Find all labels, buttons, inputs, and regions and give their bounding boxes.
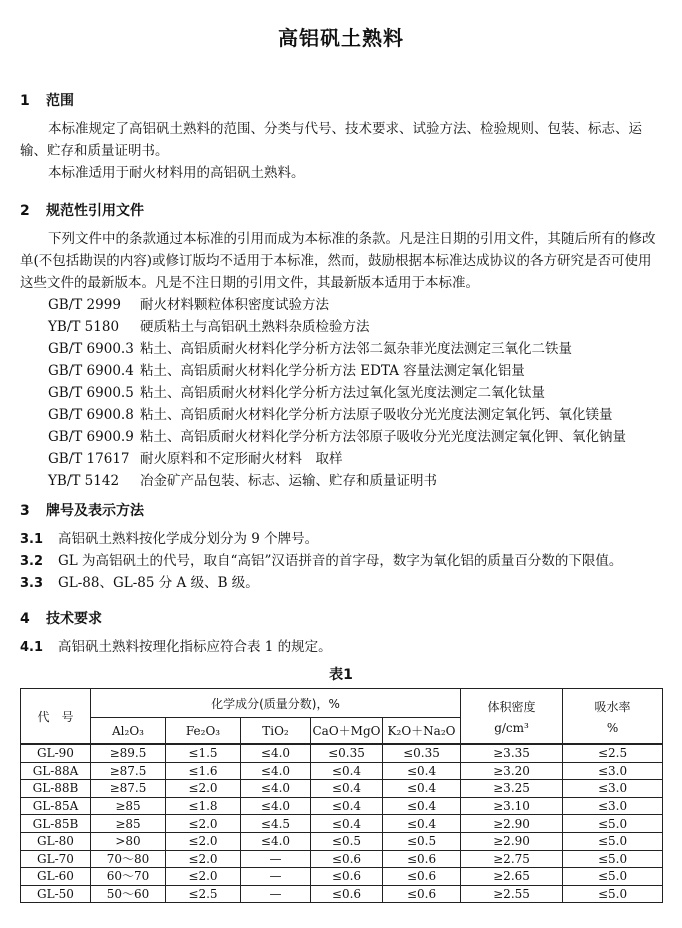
header-cao-mgo: CaO＋MgO	[311, 718, 383, 745]
table-cell: ≤0.6	[383, 868, 461, 886]
reference-item	[48, 294, 662, 316]
grade-code-cell: GL-85A	[21, 797, 91, 815]
reference-code: YB/T 5180	[48, 319, 120, 335]
reference-item	[48, 470, 662, 492]
table-cell: ≤2.5	[166, 885, 241, 903]
table-cell: —	[241, 850, 311, 868]
table-cell: ≤1.8	[166, 797, 241, 815]
table-cell: ≥87.5	[91, 762, 166, 780]
section-heading-scope	[20, 90, 74, 110]
table-cell: >80	[91, 832, 166, 850]
table-cell: ≤0.6	[311, 885, 383, 903]
table-cell: ≤3.0	[563, 780, 663, 798]
table-cell: 70～80	[91, 850, 166, 868]
table-header-row	[21, 689, 663, 718]
clause-text: 高铝矾土熟料按理化指标应符合表 1 的规定。	[58, 639, 332, 655]
section-title: 规范性引用文件	[46, 203, 144, 219]
reference-item	[48, 360, 662, 382]
table-cell: ≤5.0	[563, 885, 663, 903]
reference-item	[48, 382, 662, 404]
section-number: 4	[20, 611, 30, 627]
reference-title: 粘土、高铝质耐火材料化学分析方法 EDTA 容量法测定氧化铝量	[140, 363, 525, 379]
grade-code-cell: GL-60	[21, 868, 91, 886]
reference-code: GB/T 6900.3	[48, 341, 134, 357]
table-row	[21, 780, 663, 798]
reference-title: 粘土、高铝质耐火材料化学分析方法邻二氮杂菲光度法测定三氧化二铁量	[140, 341, 572, 357]
table-cell: ≤5.0	[563, 832, 663, 850]
table-cell: ≤1.6	[166, 762, 241, 780]
clause-text: GL 为高铝矾土的代号，取自“高铝”汉语拼音的首字母，数字为氧化铝的质量百分数的下限值。	[58, 553, 623, 569]
table-cell: ≥85	[91, 815, 166, 833]
clause-text: 高铝矾土熟料按化学成分划分为 9 个牌号。	[58, 531, 319, 547]
table-cell: ≤0.6	[383, 885, 461, 903]
table-cell: ≤0.6	[311, 868, 383, 886]
table-cell: ≥2.75	[461, 850, 563, 868]
normative-paragraph: 下列文件中的条款通过本标准的引用而成为本标准的条款。凡是注日期的引用文件，其随后所有的修改单(不包括勘误的内容)或修订版均不适用于本标准，然而，鼓励根据本标准达成协议的各方研究是否可使用这些文件的最新版本。凡是不注日期的引用文件，其最新版本适用于本标准。	[20, 231, 656, 291]
header-bulk-density-unit: g/cm³	[494, 720, 529, 735]
reference-item	[48, 448, 662, 470]
table-cell: ≤0.4	[311, 815, 383, 833]
table-cell: ≤0.35	[311, 744, 383, 762]
table-cell: ≤2.0	[166, 832, 241, 850]
header-water-absorption-label: 吸水率	[594, 699, 631, 714]
clause-4-1	[20, 636, 662, 659]
table-cell: ≤2.5	[563, 744, 663, 762]
section-title: 牌号及表示方法	[46, 503, 144, 519]
reference-item	[48, 316, 662, 338]
table-cell: ≤4.0	[241, 762, 311, 780]
table-cell: ≤0.6	[383, 850, 461, 868]
table-row	[21, 832, 663, 850]
table-cell: ≤4.0	[241, 797, 311, 815]
header-tio2: TiO₂	[241, 718, 311, 745]
grade-code-cell: GL-88A	[21, 762, 91, 780]
clause-text: GL-88、GL-85 分 A 级、B 级。	[58, 575, 259, 591]
grade-code-cell: GL-80	[21, 832, 91, 850]
table-cell: ≤0.4	[383, 780, 461, 798]
table-cell: ≤0.6	[311, 850, 383, 868]
clause-3-2	[20, 550, 662, 573]
reference-code: GB/T 6900.8	[48, 407, 134, 423]
clause-3-1	[20, 528, 662, 551]
section-number: 1	[20, 93, 30, 109]
table-cell: 60～70	[91, 868, 166, 886]
header-bulk-density-label: 体积密度	[487, 699, 536, 714]
table-cell: —	[241, 885, 311, 903]
grade-code-cell: GL-70	[21, 850, 91, 868]
table-cell: ≤1.5	[166, 744, 241, 762]
table-cell: ≤0.4	[311, 762, 383, 780]
table-cell: ≥89.5	[91, 744, 166, 762]
reference-title: 粘土、高铝质耐火材料化学分析方法邻原子吸收分光光度法测定氧化钾、氧化钠量	[140, 429, 626, 445]
grade-code-cell: GL-90	[21, 744, 91, 762]
table-cell: ≤0.4	[311, 780, 383, 798]
table-cell: ≤5.0	[563, 868, 663, 886]
table-row	[21, 815, 663, 833]
table-cell: ≤0.35	[383, 744, 461, 762]
table-cell: ≤2.0	[166, 780, 241, 798]
header-k2o-na2o: K₂O＋Na₂O	[383, 718, 461, 745]
clause-number: 3.2	[20, 554, 44, 569]
header-code: 代 号	[21, 689, 91, 745]
reference-list	[48, 294, 662, 492]
table-cell: ≥85	[91, 797, 166, 815]
header-chemical-composition: 化学成分(质量分数)，%	[91, 689, 461, 718]
reference-title: 冶金矿产品包装、标志、运输、贮存和质量证明书	[140, 473, 437, 489]
table-cell: ≤0.4	[311, 797, 383, 815]
clause-number: 4.1	[20, 640, 44, 655]
properties-table	[20, 688, 663, 903]
table-cell: ≥2.90	[461, 815, 563, 833]
header-fe2o3: Fe₂O₃	[166, 718, 241, 745]
table-cell: ≤4.0	[241, 744, 311, 762]
clause-3-3	[20, 572, 662, 595]
reference-code: GB/T 6900.5	[48, 385, 134, 401]
grade-code-cell: GL-88B	[21, 780, 91, 798]
clause-number: 3.3	[20, 576, 44, 591]
scope-text	[20, 118, 662, 184]
section-heading-tech	[20, 608, 102, 628]
reference-code: GB/T 17617	[48, 451, 130, 467]
table-cell: ≥2.55	[461, 885, 563, 903]
table-caption: 表1	[329, 667, 353, 683]
reference-item	[48, 404, 662, 426]
header-water-absorption-unit: %	[606, 720, 619, 735]
section-number: 3	[20, 503, 30, 519]
reference-title: 耐火材料颗粒体积密度试验方法	[140, 297, 329, 313]
table-cell: 50～60	[91, 885, 166, 903]
clause-number: 3.1	[20, 532, 44, 547]
table-cell: ≤4.5	[241, 815, 311, 833]
table-cell: ≥3.10	[461, 797, 563, 815]
reference-title: 粘土、高铝质耐火材料化学分析方法原子吸收分光光度法测定氧化钙、氧化镁量	[140, 407, 613, 423]
section-heading-grades	[20, 500, 144, 520]
section-heading-normative	[20, 200, 144, 220]
table-cell: ≤0.4	[383, 815, 461, 833]
table-cell: ≤0.5	[383, 832, 461, 850]
normative-intro	[20, 228, 662, 294]
table-row	[21, 868, 663, 886]
header-al2o3: Al₂O₃	[91, 718, 166, 745]
scope-paragraph-1: 本标准规定了高铝矾土熟料的范围、分类与代号、技术要求、试验方法、检验规则、包装、标志、运输、贮存和质量证明书。	[20, 121, 642, 159]
reference-code: GB/T 6900.9	[48, 429, 134, 445]
section-title: 技术要求	[46, 611, 102, 627]
document-title: 高铝矾土熟料	[278, 26, 404, 50]
table-cell: ≥2.65	[461, 868, 563, 886]
reference-code: YB/T 5142	[48, 473, 120, 489]
table-cell: ≤0.4	[383, 762, 461, 780]
header-water-absorption	[563, 689, 663, 745]
table-cell: ≤2.0	[166, 868, 241, 886]
table-cell: ≥3.25	[461, 780, 563, 798]
table-cell: ≤5.0	[563, 850, 663, 868]
table-cell: ≤2.0	[166, 850, 241, 868]
header-bulk-density	[461, 689, 563, 745]
table-cell: ≥2.90	[461, 832, 563, 850]
table-cell: ≤3.0	[563, 797, 663, 815]
table-cell: ≤4.0	[241, 832, 311, 850]
section-number: 2	[20, 203, 30, 219]
reference-title: 粘土、高铝质耐火材料化学分析方法过氧化氢光度法测定二氧化钛量	[140, 385, 545, 401]
table-row	[21, 850, 663, 868]
table-cell: ≤4.0	[241, 780, 311, 798]
table-cell: ≤0.4	[383, 797, 461, 815]
grade-code-cell: GL-50	[21, 885, 91, 903]
table-cell: ≤5.0	[563, 815, 663, 833]
reference-item	[48, 426, 662, 448]
reference-title: 耐火原料和不定形耐火材料 取样	[140, 451, 343, 467]
table-cell: ≤3.0	[563, 762, 663, 780]
table-cell: ≤0.5	[311, 832, 383, 850]
table-row	[21, 744, 663, 762]
table-cell: —	[241, 868, 311, 886]
grade-code-cell: GL-85B	[21, 815, 91, 833]
reference-code: GB/T 6900.4	[48, 363, 134, 379]
table-row	[21, 885, 663, 903]
section-title: 范围	[46, 93, 74, 109]
table-cell: ≥87.5	[91, 780, 166, 798]
reference-title: 硬质粘土与高铝矾土熟料杂质检验方法	[140, 319, 370, 335]
table-cell: ≥3.35	[461, 744, 563, 762]
table-row	[21, 797, 663, 815]
table-body	[21, 744, 663, 903]
scope-paragraph-2: 本标准适用于耐火材料用的高铝矾土熟料。	[48, 165, 305, 181]
table-cell: ≤2.0	[166, 815, 241, 833]
reference-item	[48, 338, 662, 360]
table-row	[21, 762, 663, 780]
table-cell: ≥3.20	[461, 762, 563, 780]
reference-code: GB/T 2999	[48, 297, 121, 313]
